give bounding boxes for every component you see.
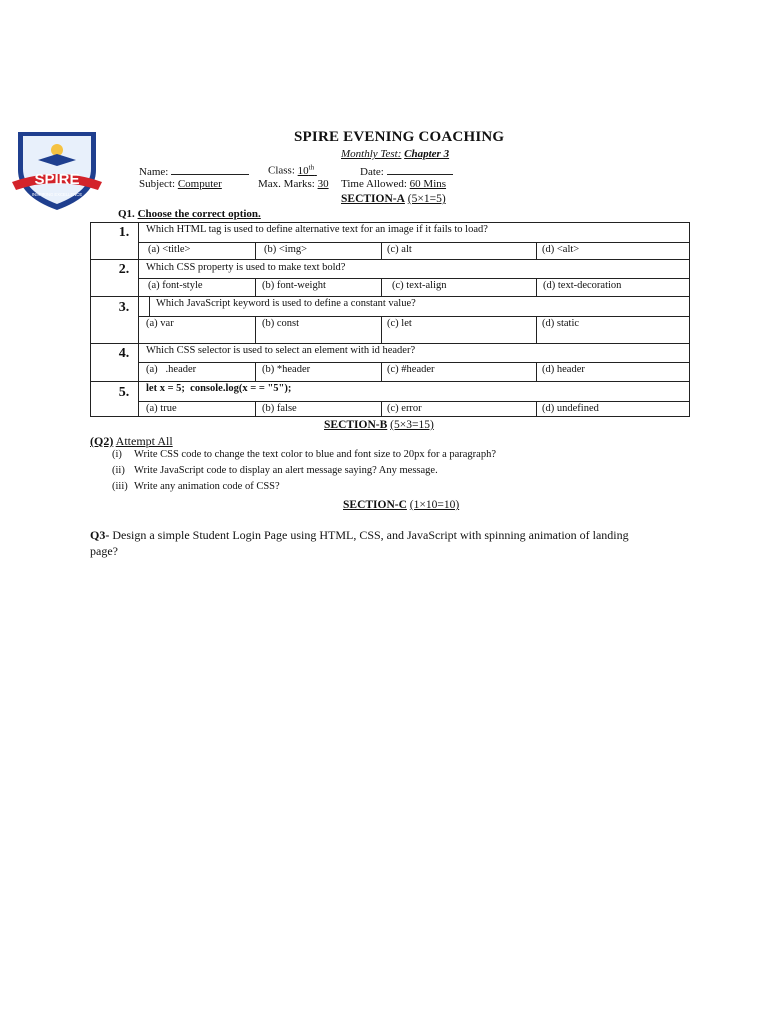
option: (b) font-weight xyxy=(262,280,326,291)
q2-item: (i) Write CSS code to change the text color to blue and font size to 20px for a paragraph? xyxy=(112,449,497,460)
test-label: Monthly Test: xyxy=(341,148,402,160)
time-field xyxy=(341,178,446,190)
question-number: 3. xyxy=(118,300,130,315)
option: (c) let xyxy=(387,318,412,329)
marks-label: Max. Marks: xyxy=(258,178,315,190)
spire-logo xyxy=(8,126,106,212)
q2-label: (Q2) xyxy=(90,434,114,448)
subject-label: Subject: xyxy=(139,178,176,190)
q1-text: Choose the correct option. xyxy=(137,208,261,220)
q3-label: Q3- xyxy=(90,528,110,542)
section-a-title: SECTION-A xyxy=(341,193,405,205)
svg-text:SPIRE: SPIRE xyxy=(34,171,80,188)
q2-heading xyxy=(90,434,173,449)
q3-line2: page? xyxy=(90,544,118,558)
section-c-heading xyxy=(343,499,459,511)
date-label: Date: xyxy=(360,166,384,178)
section-b-title: SECTION-B xyxy=(324,419,388,431)
date-field xyxy=(360,163,453,178)
option: (d) undefined xyxy=(542,403,599,414)
option: (a) true xyxy=(146,403,177,414)
q2-item: (iii) Write any animation code of CSS? xyxy=(112,481,280,492)
section-c-title: SECTION-C xyxy=(343,499,407,511)
option: (c) alt xyxy=(387,244,412,255)
option: (b) const xyxy=(262,318,300,329)
option: (d) static xyxy=(542,318,580,329)
institute-title: SPIRE EVENING COACHING xyxy=(294,129,505,145)
question-text: Which JavaScript keyword is used to define a constant value? xyxy=(156,298,416,309)
question-number: 5. xyxy=(118,385,130,400)
option: (a) .header xyxy=(146,364,197,375)
class-value: 10th xyxy=(297,163,315,177)
option: (b) false xyxy=(262,403,297,414)
q3-line1 xyxy=(90,528,629,543)
q2-item: (ii) Write JavaScript code to display an alert message saying? Any message. xyxy=(112,465,438,476)
option: (b) <img> xyxy=(264,244,308,255)
q2-text: Attempt All xyxy=(115,434,173,448)
q1-heading xyxy=(118,208,261,220)
q1-label: Q1. xyxy=(118,208,135,220)
question-text: Which HTML tag is used to define alternative text for an image if it fails to load? xyxy=(146,224,488,235)
class-field xyxy=(268,163,317,177)
option: (d) text-decoration xyxy=(543,280,622,291)
option: (c) error xyxy=(387,403,422,414)
q3-text: Design a simple Student Login Page using HTML, CSS, and JavaScript with spinning animation of landing xyxy=(112,528,629,542)
option: (b) *header xyxy=(262,364,311,375)
subject-field xyxy=(139,178,222,190)
option: (a) <title> xyxy=(148,244,191,255)
question-number: 4. xyxy=(118,346,130,361)
svg-text:INSPIRING EXCELLENCE: INSPIRING EXCELLENCE xyxy=(31,192,83,197)
time-label: Time Allowed: xyxy=(341,178,407,190)
question-text: let x = 5; console.log(x = = "5"); xyxy=(146,383,292,394)
section-a-heading xyxy=(341,193,446,205)
section-a-marks: (5×1=5) xyxy=(407,193,446,205)
section-b-heading xyxy=(324,419,434,431)
date-blank xyxy=(387,163,453,175)
marks-value: 30 xyxy=(317,178,329,190)
time-value: 60 Mins xyxy=(409,178,447,190)
option: (a) var xyxy=(146,318,174,329)
section-b-marks: (5×3=15) xyxy=(390,419,434,431)
name-field xyxy=(139,163,249,178)
question-number: 2. xyxy=(118,262,130,277)
option: (c) #header xyxy=(387,364,435,375)
question-text: Which CSS property is used to make text bold? xyxy=(146,262,346,273)
name-blank xyxy=(171,163,249,175)
question-number: 1. xyxy=(118,225,130,240)
option: (d) header xyxy=(542,364,585,375)
section-c-marks: (1×10=10) xyxy=(409,499,460,511)
option: (c) text-align xyxy=(392,280,447,291)
question-text: Which CSS selector is used to select an element with id header? xyxy=(146,345,416,356)
marks-field xyxy=(258,178,329,190)
test-chapter: Chapter 3 xyxy=(404,148,450,160)
mcq-table xyxy=(90,222,690,417)
option: (d) <alt> xyxy=(542,244,580,255)
class-label: Class: xyxy=(268,164,295,177)
name-label: Name: xyxy=(139,166,169,178)
option: (a) font-style xyxy=(148,280,203,291)
subject-value: Computer xyxy=(177,178,222,190)
test-info xyxy=(341,148,449,160)
